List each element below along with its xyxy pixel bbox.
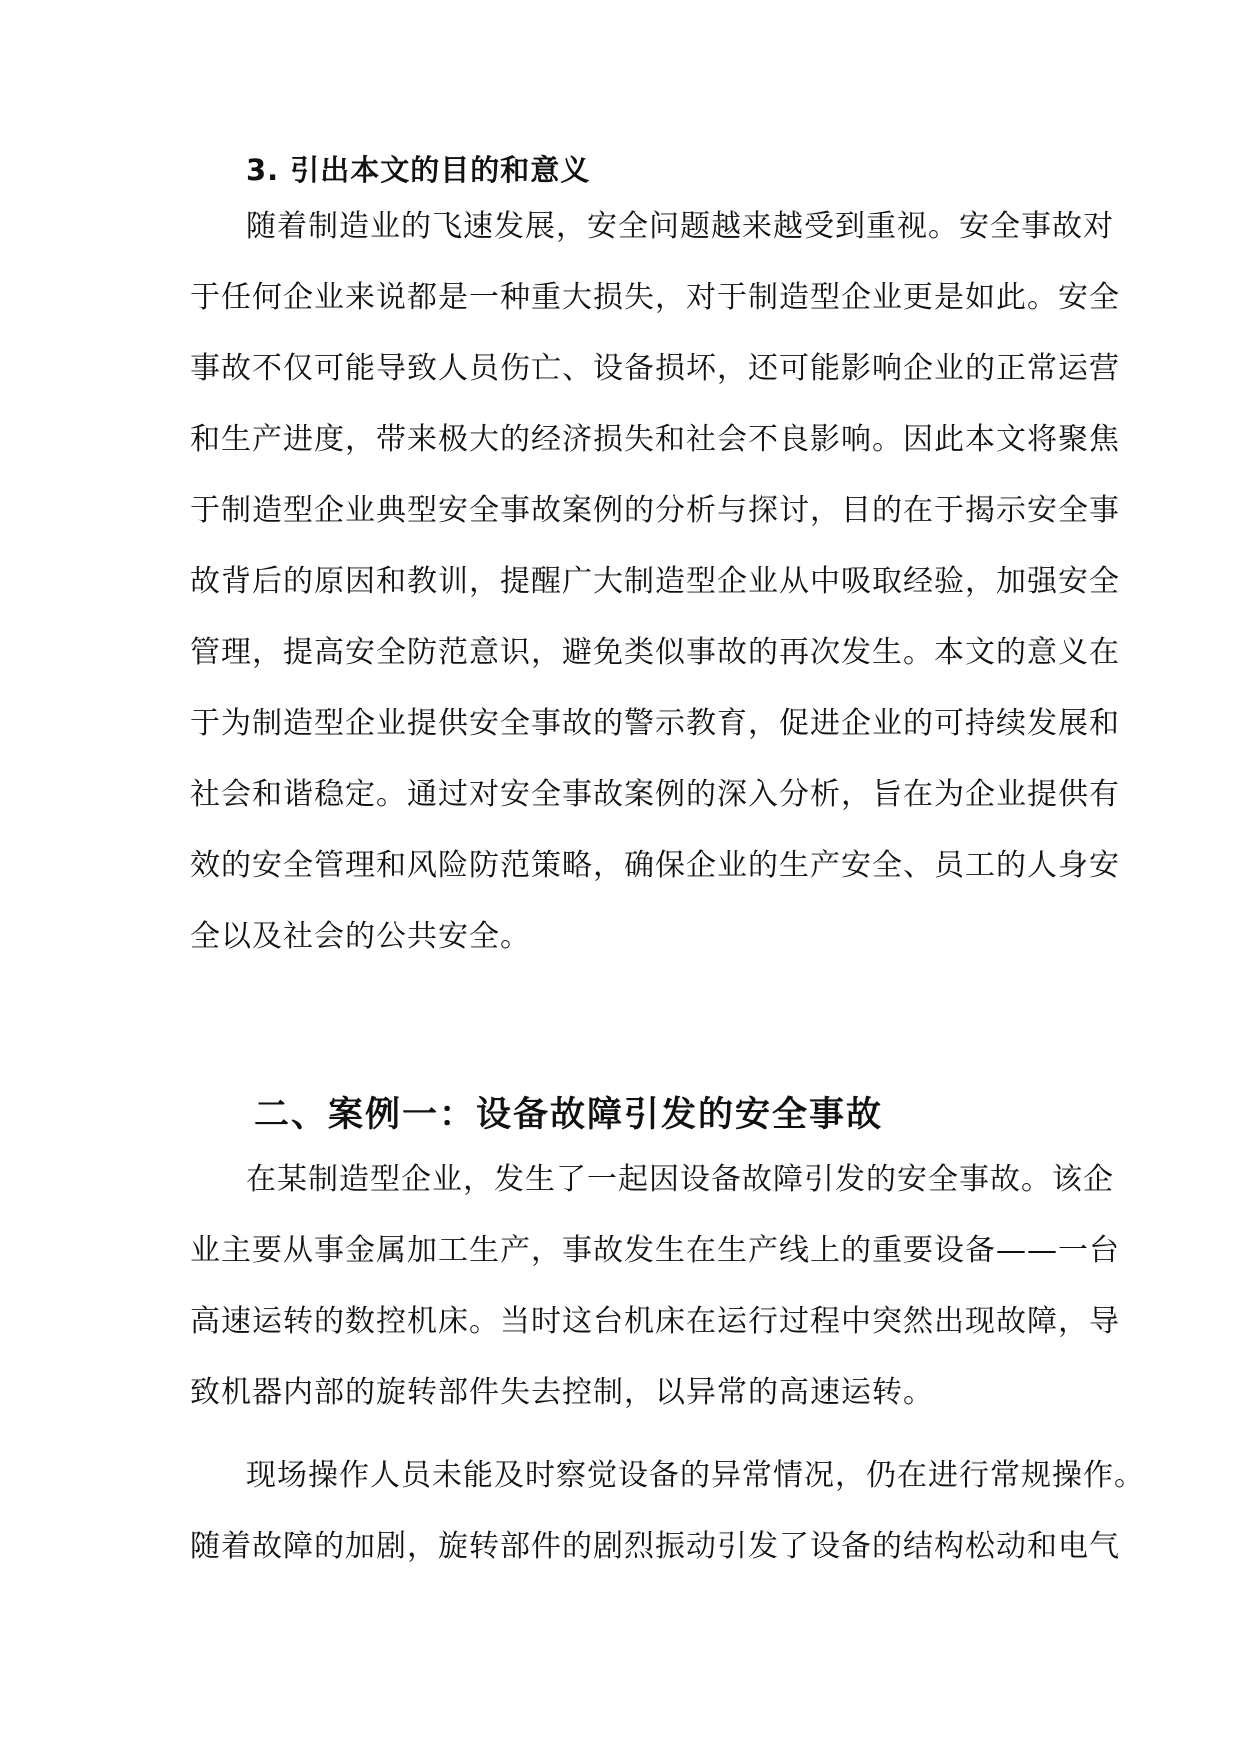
paragraph-2-line: 致机器内部的旋转部件失去控制，以异常的高速运转。 [190,1375,934,1410]
paragraph-1-line: 社会和谐稳定。通过对安全事故案例的深入分析，旨在为企业提供有 [190,777,1120,812]
paragraph-1-line: 效的安全管理和风险防范策略，确保企业的生产安全、员工的人身安 [190,848,1120,883]
paragraph-2-line: 业主要从事金属加工生产，事故发生在生产线上的重要设备——一台 [190,1233,1120,1268]
section-title: 二、案例一：设备故障引发的安全事故 [254,1095,884,1135]
paragraph-1-line: 于任何企业来说都是一种重大损失，对于制造型企业更是如此。安全 [190,280,1120,315]
paragraph-1-line: 于为制造型企业提供安全事故的警示教育，促进企业的可持续发展和 [190,706,1120,741]
subsection-heading: 3. 引出本文的目的和意义 [246,153,591,187]
paragraph-1-line: 管理，提高安全防范意识，避免类似事故的再次发生。本文的意义在 [190,635,1120,670]
paragraph-1-line: 故背后的原因和教训，提醒广大制造型企业从中吸取经验，加强安全 [190,564,1120,599]
paragraph-2-line: 高速运转的数控机床。当时这台机床在运行过程中突然出现故障，导 [190,1304,1120,1339]
paragraph-3-line: 随着故障的加剧，旋转部件的剧烈振动引发了设备的结构松动和电气 [190,1529,1120,1564]
paragraph-1-line: 和生产进度，带来极大的经济损失和社会不良影响。因此本文将聚焦 [190,422,1120,457]
paragraph-1-line: 随着制造业的飞速发展，安全问题越来越受到重视。安全事故对 [246,209,1114,244]
paragraph-3-line: 现场操作人员未能及时察觉设备的异常情况，仍在进行常规操作。 [246,1458,1145,1493]
paragraph-2-line: 在某制造型企业，发生了一起因设备故障引发的安全事故。该企 [246,1162,1114,1197]
paragraph-1-line: 于制造型企业典型安全事故案例的分析与探讨，目的在于揭示安全事 [190,493,1120,528]
paragraph-1-line: 事故不仅可能导致人员伤亡、设备损坏，还可能影响企业的正常运营 [190,351,1120,386]
paragraph-1-line: 全以及社会的公共安全。 [190,919,531,954]
